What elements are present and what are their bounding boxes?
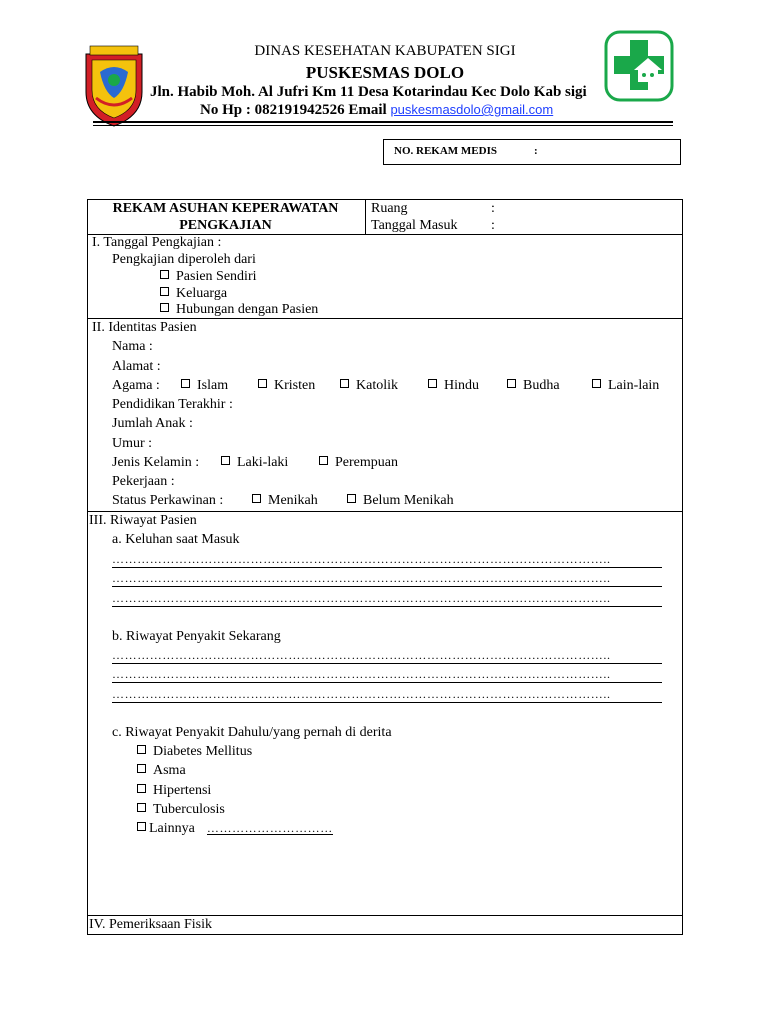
rekam-medis-sep: : xyxy=(534,145,538,157)
rekam-medis-box[interactable] xyxy=(383,139,681,165)
email-link[interactable]: puskesmasdolo@gmail.com xyxy=(390,102,554,117)
pekerjaan-field[interactable]: Pekerjaan : xyxy=(112,474,175,489)
option-label: Keluarga xyxy=(176,286,228,301)
option-hipertensi[interactable] xyxy=(137,783,211,799)
option-label: Lain-lain xyxy=(608,378,660,393)
checkbox[interactable] xyxy=(428,379,437,388)
option-label: Menikah xyxy=(268,493,318,508)
agama-kristen[interactable] xyxy=(258,378,315,394)
facility-name: PUSKESMAS DOLO xyxy=(305,63,465,82)
agama-islam[interactable] xyxy=(181,378,228,394)
option-label: Diabetes Mellitus xyxy=(153,744,253,759)
riwayat-sekarang-line[interactable]: ……………………………………………………………………………………………………….. xyxy=(112,649,662,664)
option-diabetes[interactable] xyxy=(137,744,252,760)
riwayat-sekarang-label: b. Riwayat Penyakit Sekarang xyxy=(112,629,281,644)
riwayat-sekarang-line[interactable]: ……………………………………………………………………………………………………….. xyxy=(112,668,662,683)
status-menikah[interactable] xyxy=(252,493,318,509)
address: Jln. Habib Moh. Al Jufri Km 11 Desa Kotarindau Kec Dolo Kab sigi xyxy=(150,84,587,100)
agama-katolik[interactable] xyxy=(340,378,398,394)
lainnya-line[interactable]: ………………………… xyxy=(206,821,333,835)
checkbox[interactable] xyxy=(137,745,146,754)
checkbox[interactable] xyxy=(181,379,190,388)
option-label: Pasien Sendiri xyxy=(176,269,257,284)
tanggal-masuk-label: Tanggal Masuk xyxy=(371,218,458,233)
form-title-line1: REKAM ASUHAN KEPERAWATAN xyxy=(112,201,339,216)
form-frame xyxy=(87,199,683,935)
pendidikan-field[interactable]: Pendidikan Terakhir : xyxy=(112,397,233,412)
agama-lain-lain[interactable] xyxy=(592,378,659,394)
checkbox[interactable] xyxy=(347,494,356,503)
jenis-kelamin-label: Jenis Kelamin : xyxy=(112,455,200,470)
nama-field[interactable]: Nama : xyxy=(112,339,153,354)
checkbox[interactable] xyxy=(507,379,516,388)
phone: No Hp : 082191942526 Email xyxy=(200,102,391,118)
checkbox[interactable] xyxy=(137,764,146,773)
checkbox[interactable] xyxy=(160,303,169,312)
option-label: Katolik xyxy=(356,378,398,393)
keluhan-line[interactable]: ……………………………………………………………………………………………………….. xyxy=(112,553,662,568)
option-label: Hindu xyxy=(444,378,479,393)
option-label: Perempuan xyxy=(335,455,398,470)
option-label: Lainnya xyxy=(149,821,195,836)
tanggal-masuk-sep: : xyxy=(491,218,495,233)
jk-perempuan[interactable] xyxy=(319,455,398,471)
umur-field[interactable]: Umur : xyxy=(112,436,153,451)
ruang-sep: : xyxy=(491,201,495,216)
divider xyxy=(88,318,682,319)
status-belum-menikah[interactable] xyxy=(347,493,454,509)
riwayat-dahulu-label: c. Riwayat Penyakit Dahulu/yang pernah di derita xyxy=(112,725,392,740)
checkbox[interactable] xyxy=(160,287,169,296)
option-label: Laki-laki xyxy=(237,455,289,470)
option-label: Kristen xyxy=(274,378,316,393)
kabupaten-sigi-logo xyxy=(80,42,148,128)
checkbox[interactable] xyxy=(340,379,349,388)
agency-name: DINAS KESEHATAN KABUPATEN SIGI xyxy=(254,43,516,59)
option-keluarga[interactable] xyxy=(160,286,227,302)
option-pasien-sendiri[interactable] xyxy=(160,269,257,285)
alamat-field[interactable]: Alamat : xyxy=(112,359,161,374)
section-4-heading: IV. Pemeriksaan Fisik xyxy=(89,917,213,932)
header-rule-thin xyxy=(93,125,673,126)
divider xyxy=(88,915,682,916)
rekam-medis-label: NO. REKAM MEDIS xyxy=(394,145,497,157)
header-rule xyxy=(93,121,673,123)
checkbox[interactable] xyxy=(252,494,261,503)
title-divider xyxy=(365,200,366,234)
option-label: Hipertensi xyxy=(153,783,212,798)
keluhan-line[interactable]: ……………………………………………………………………………………………………….. xyxy=(112,592,662,607)
agama-budha[interactable] xyxy=(507,378,560,394)
option-tuberculosis[interactable] xyxy=(137,802,225,818)
option-asma[interactable] xyxy=(137,763,186,779)
option-label: Asma xyxy=(153,763,186,778)
section-2-heading: II. Identitas Pasien xyxy=(92,320,197,335)
form-title-line2: PENGKAJIAN xyxy=(179,218,272,233)
divider xyxy=(88,511,682,512)
option-label: Belum Menikah xyxy=(363,493,454,508)
option-hubungan[interactable] xyxy=(160,302,318,318)
section-3-heading: III. Riwayat Pasien xyxy=(89,513,197,528)
checkbox[interactable] xyxy=(319,456,328,465)
agama-hindu[interactable] xyxy=(428,378,479,394)
jumlah-anak-field[interactable]: Jumlah Anak : xyxy=(112,416,193,431)
contact-line xyxy=(200,102,600,119)
option-label: Budha xyxy=(523,378,560,393)
section-1-heading: I. Tanggal Pengkajian : xyxy=(92,235,222,250)
keluhan-label: a. Keluhan saat Masuk xyxy=(112,532,240,547)
status-perkawinan-label: Status Perkawinan : xyxy=(112,493,224,508)
riwayat-sekarang-line[interactable]: ……………………………………………………………………………………………………….. xyxy=(112,688,662,703)
form-title xyxy=(88,200,363,234)
checkbox[interactable] xyxy=(137,822,146,831)
option-label: Tuberculosis xyxy=(153,802,225,817)
ruang-label: Ruang xyxy=(371,201,408,216)
option-label: Hubungan dengan Pasien xyxy=(176,302,319,317)
checkbox[interactable] xyxy=(137,803,146,812)
jk-laki-laki[interactable] xyxy=(221,455,288,471)
checkbox[interactable] xyxy=(592,379,601,388)
agama-label: Agama : xyxy=(112,378,160,393)
option-label: Islam xyxy=(197,378,229,393)
checkbox[interactable] xyxy=(258,379,267,388)
checkbox[interactable] xyxy=(221,456,230,465)
checkbox[interactable] xyxy=(137,784,146,793)
checkbox[interactable] xyxy=(160,270,169,279)
keluhan-line[interactable]: ……………………………………………………………………………………………………….. xyxy=(112,572,662,587)
option-lainnya[interactable] xyxy=(137,821,333,837)
pengkajian-diperoleh: Pengkajian diperoleh dari xyxy=(112,252,256,267)
